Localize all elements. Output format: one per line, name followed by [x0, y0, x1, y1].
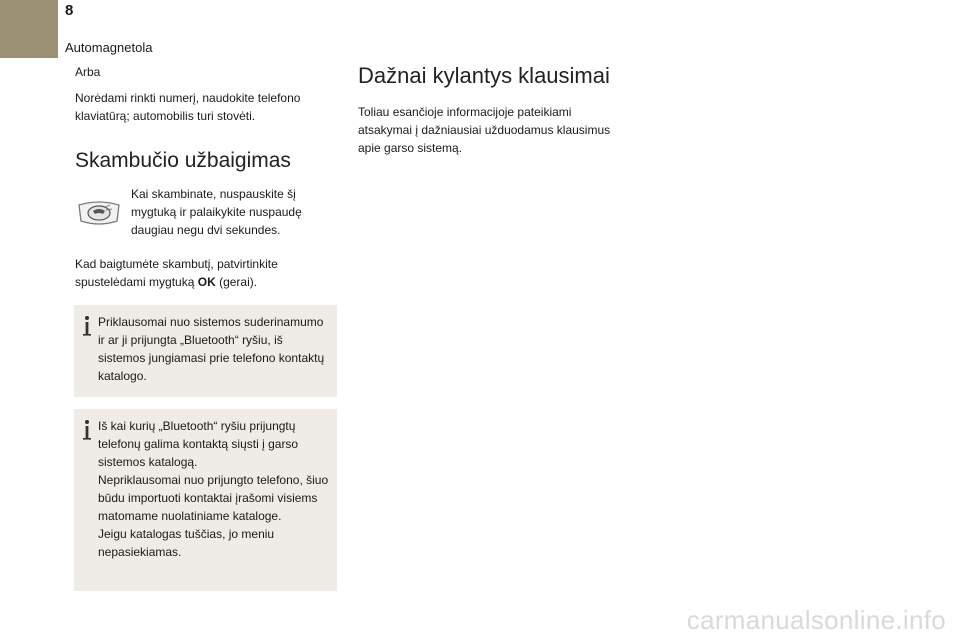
section-header: Automagnetola	[65, 40, 153, 55]
info-icon	[80, 419, 94, 441]
info-text-line: Jeigu katalogas tuščias, jo meniu nepasiekiamas.	[98, 527, 275, 559]
right-column	[358, 63, 628, 157]
dial-instruction: Norėdami rinkti numerį, naudokite telefono klaviatūrą; automobilis turi stovėti.	[75, 91, 301, 123]
left-column	[75, 63, 337, 591]
info-icon	[80, 315, 94, 337]
page-number: 8	[65, 2, 74, 19]
confirm-instruction	[75, 255, 337, 291]
confirm-text-before: Kad baigtumėte skambutį, patvirtinkite spustelėdami mygtuką	[75, 257, 278, 289]
end-call-heading: Skambučio užbaigimas	[75, 149, 291, 172]
faq-heading: Dažnai kylantys klausimai	[358, 63, 610, 88]
or-text: Arba	[75, 65, 101, 79]
faq-intro-text: Toliau esančioje informacijoje pateikiami atsakymai į dažniausiai užduodamus klausimus apie garso sistemą.	[358, 105, 611, 155]
info-text-line: Iš kai kurių „Bluetooth“ ryšiu prijungtų telefonų galima kontaktą siųsti į garso sistemos katalogą.	[98, 419, 299, 469]
button-instruction-text: Kai skambinate, nuspauskite šį mygtuką ir palaikykite nuspaudę daugiau negu dvi sekundes.	[131, 187, 302, 237]
steering-phone-button-icon	[75, 185, 131, 241]
watermark: carmanualsonline.info	[686, 605, 946, 635]
page-tab-marker	[0, 0, 58, 58]
info-text-line: Nepriklausomai nuo prijungto telefono, šiuo būdu importuoti kontaktai įrašomi visiems matomame nuolatiniame kataloge.	[98, 473, 329, 523]
info-box-contact-transfer	[74, 409, 337, 591]
button-instruction-row	[75, 185, 337, 241]
ok-label: OK	[197, 275, 216, 289]
info-text-catalog-access: Priklausomai nuo sistemos suderinamumo ir ar ji prijungta „Bluetooth“ ryšiu, iš sistemos jungiamasi prie telefono kontaktų katalogo.	[98, 315, 325, 383]
info-box-catalog-access	[74, 305, 337, 397]
confirm-text-after: (gerai).	[215, 275, 258, 289]
